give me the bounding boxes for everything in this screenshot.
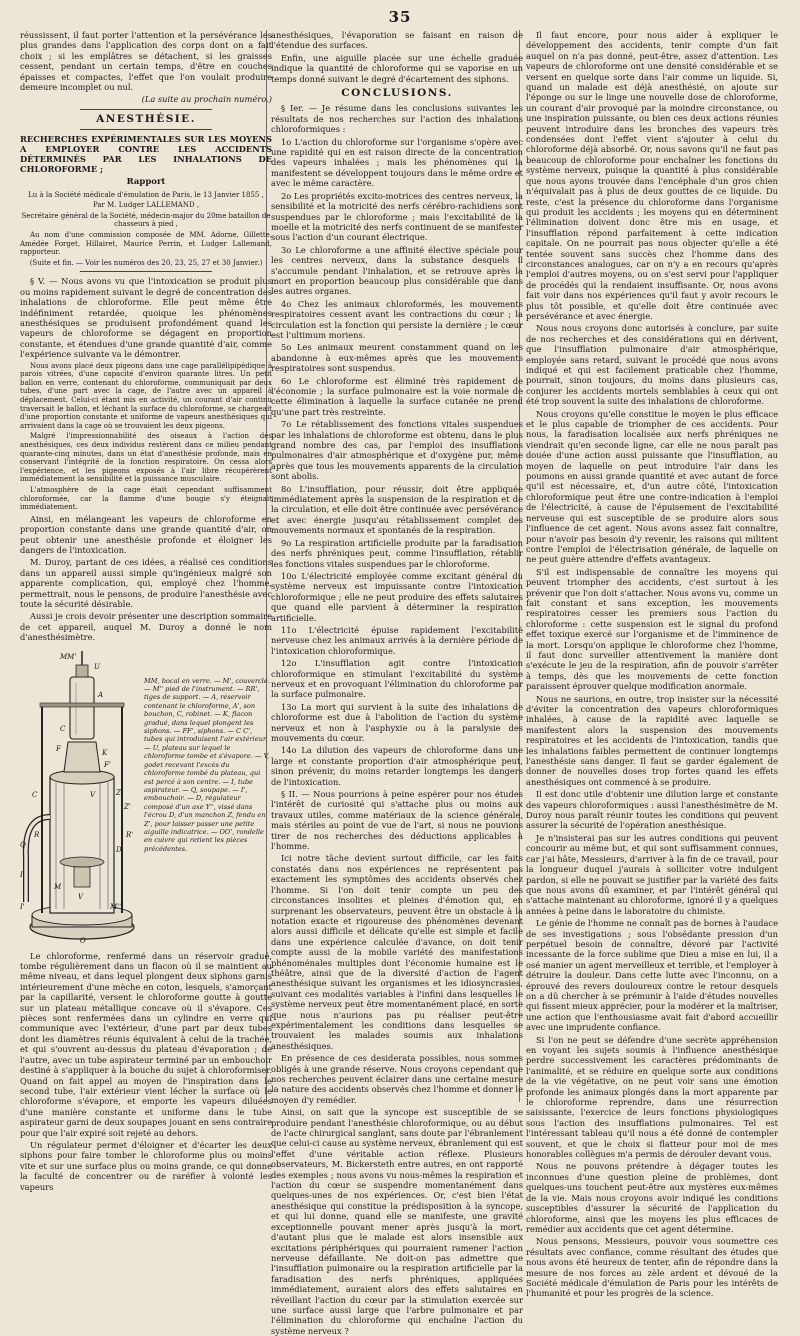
figure-letter: I (20, 870, 23, 879)
column-3 (526, 30, 778, 1299)
conclusion-item: 1o L'action du chloroforme sur l'organisme s'opère avec une rapidité qui en est raison directe de la concentration des vapeurs inhalées ; mais les phénomènes qui la manifestent se développent toujours dans le même ordre et avec le même caractère. (271, 136, 523, 189)
figure-letter: C (60, 724, 66, 733)
paragraph: Ainsi, en mélangeant les vapeurs de chloroforme en proportion constante dans une grande quantité d'air, on peut obtenir une anesthésie profonde et éloigner les dangers de l'intoxication. (20, 513, 272, 555)
conclusion-item: 10o L'électricité employée comme excitant général du système nerveux est impuissante contre l'intoxication chloroformique ; elle ne peut produire des effets salutaires que quand elle parvient à déterminer la respiration artificielle. (271, 570, 523, 623)
paragraph: Le génie de l'homme ne connaît pas de bornes à l'audace de ses investigations ; sous l'obsédante pression d'un perpétuel besoin de connaître, dévoré par l'activité incessante de la force sublime que Dieu a mise en lui, il a osé manier un agent merveilleux et terrible, et l'employer à détruire la douleur. Dans cette lutte avec l'inconnu, on a éprouvé des revers douloureux contre le retour desquels on a dû chercher à se prémunir à l'aide d'études nouvelles qui fissent mieux apprécier, pour la modérer et la maîtriser, une action que l'enthousiasme avait fait d'abord accueillir avec une imprudente confiance. (526, 918, 778, 1033)
paragraph: Le chloroforme, renfermé dans un réservoir gradué, tombe régulièrement dans un flacon où il se maintient au même niveau, et dans lequel plongent deux siphons garnis intérieurement d'une mèche en coton, lesquels, s'amorçant par la capillarité, versent le chloroforme goutte à goutte sur un plateau métallique concave où il s'évapore. Ces pièces sont renfermées dans un cylindre en verre qui communique avec l'extérieur, d'une part par deux tubes dont les diamètres réunis équivalent à celui de la trachée, et qui s'ouvrent au-dessus du plateau d'évaporation ; de l'autre, avec un tube aspirateur terminé par un embouchoir destiné à s'appliquer à la bouche du sujet à chloroformiser. Quand on fait appel au moyen de l'inspiration dans le second tube, l'air extérieur vient lécher la surface où le chloroforme s'évapore, et emporte les vapeurs diluées d'une manière constante et uniforme dans le tube aspirateur garni de deux soupapes jouant en sens contraire pour que l'air expiré soit rejeté au dehors. (20, 950, 272, 1138)
figure-caption: MM, bocal en verre. — M', couvercle. — M'' pied de l'instrument. — RR', tiges de support. — A, réservoir contenant le chloroforme, A', son bouchon, C, robinet. — K, flacon gradué, dans lequel plongent les siphons. — FF', siphons. — C C', tubes qui introduisent l'air extérieur. — U, plateau sur lequel le chloroforme tombe et s'évapore. — V, godet recevant l'excès du chloroforme tombé du plateau, qui est percé à son centre. — I, tube aspirateur. — Q, soupape. — I', embouchoir. — D, régulateur composé d'un axe Y'', vissé dans l'écrou D, d'un manchon Z, fendu en Z', pour laisser passer une petite aiguille indicatrice. — OO', rondelle en cuivre qui retient les pièces précédentes. (144, 676, 270, 853)
conclusion-item: 13o La mort qui survient à la suite des inhalations de chloroforme est due à l'abolition de l'action du système nerveux et non à l'asphyxie ou à la paralysie des mouvements du cœur. (271, 701, 523, 743)
figure-letter: F' (104, 760, 111, 769)
column-1 (20, 30, 272, 1192)
figure-letter: M (54, 882, 62, 891)
paragraph: Nous nous croyons donc autorisés à conclure, par suite de nos recherches et des considérations qui en dérivent, que l'insufflation pulmonaire d'air atmosphérique, employée sans retard, suivant le procédé que nous avons indiqué et qui est facilement praticable chez l'homme, pourrait, sinon toujours, du moins dans plusieurs cas, conjurer les accidents mortels semblables à ceux qui ont été trop souvent la suite des inhalations de chloroforme. (526, 323, 778, 407)
meta-line: Au nom d'une commission composée de MM. Adorne, Gillette, Amédée Forget, Hillairet, Maurice Perrin, et Ludger Lallemand, rapporteur. (20, 231, 272, 257)
paragraph: M. Duroy, partant de ces idées, a réalisé ces conditions dans un appareil aussi simple qu'ingénieux malgré son apparente complication, qui, employé chez l'homme, permettrait, nous le pensons, de produire l'anesthésie avec toute la sécurité désirable. (20, 557, 272, 609)
section-divider (80, 129, 212, 130)
article-title: RECHERCHES EXPÉRIMENTALES SUR LES MOYENS A EMPLOYER CONTRE LES ACCIDENTS DÉTERMINÉS PAR LES INHALATIONS DE CHLOROFORME ; (20, 134, 272, 175)
paragraph: § V. — Nous avons vu que l'intoxication se produit plus ou moins rapidement suivant le degré de concentration des inhalations de chloroforme. Elle peut même être indéfiniment retardée, quoique les phénomènes anesthésiques se produisent profondément quand les vapeurs de chloroforme se dégagent en proportion constante, et étendues d'une grande quantité d'air, comme l'expérience suivante va le démontrer. (20, 276, 272, 360)
conclusion-item: 9o La respiration artificielle produite par la faradisation des nerfs phréniques peut, comme l'insufflation, rétablir les fonctions vitales suspendues par le chloroforme. (271, 537, 523, 569)
conclusion-item: 4o Chez les animaux chloroformés, les mouvements respiratoires cessent avant les contractions du cœur ; la circulation est la fonction qui persiste la dernière ; le cœur est l'ultimum moriens. (271, 298, 523, 340)
figure-letter: D (116, 845, 122, 854)
figure-letter: Q (20, 840, 26, 849)
conclusion-item: Ici notre tâche devient surtout difficile, car les faits constatés dans nos expériences ne représentent pas exactement les symptômes des accidents observés chez l'homme. Si l'on doit tenir compte un peu des circonstances insolites et pleines d'émotion qui, en surprenant les observateurs, peuvent être un obstacle à la notation exacte et rigoureuse des phénomènes devenant alors aussi difficile et délicate qu'elle est simple et facile dans une expérience calculée d'avance, on doit tenir compte aussi de la mobile variété des manifestations phénoménales multiples dont l'économie humaine est le théâtre, ainsi que de la diversité d'action de l'agent anesthésique suivant les organismes et les idiosyncrasies, suivant ces modalités variables à l'infini dans lesquelles le système nerveux peut être momentanément placé, en sorte que nous n'aurions pas pu réaliser peut-être expérimentalement les conditions dans lesquelles se trouvaient les malades soumis aux inhalations anesthésiques. (271, 853, 523, 1051)
conclusion-item: 6o Le chloroforme est éliminé très rapidement de l'économie ; la surface pulmonaire est la voie normale de cette élimination à laquelle la surface cutanée ne prend qu'une part très restreinte. (271, 375, 523, 417)
conclusion-item: En présence de ces desiderata possibles, nous sommes obligés à une grande réserve. Nous croyons cependant que nos recherches peuvent éclairer dans une certaine mesure la nature des accidents observés chez l'homme et donner le moyen d'y remédier. (271, 1053, 523, 1105)
figure-letter: Z (116, 788, 121, 797)
paragraph: Si l'on ne peut se défendre d'une secrète appréhension en voyant les sujets soumis à l'influence anesthésique perdre successivement les caractères prédominants de l'animalité, et se réduire en quelque sorte aux conditions de la vie végétative, on ne peut voir sans une émotion profonde les animaux plongés dans la mort apparente par le chloroforme reprendre, dans une résurrection saisissante, l'exercice de leurs fonctions physiologiques sous l'action des insufflations pulmonaires. Tel est l'intéressant tableau qu'il nous a été donné de contempler souvent, et que le choix si flatteur pour moi de mes honorables collègues m'a permis de dérouler devant vous. (526, 1034, 778, 1160)
figure-letter: O (80, 936, 86, 945)
meta-author: Par M. Ludger LALLEMAND , (92, 201, 200, 210)
meta-line: (Suite et fin. — Voir les numéros des 20, 23, 25, 27 et 30 Janvier.) (29, 258, 263, 267)
paragraph: anesthésiques, l'évaporation se faisant en raison de l'étendue des surfaces. (271, 30, 523, 51)
figure-letter: V (78, 892, 84, 901)
conclusions-title: CONCLUSIONS. (341, 87, 453, 100)
paragraph: Il est donc utile d'obtenir une dilution large et constante des vapeurs chloroformiques : aussi l'anesthésimètre de M. Duroy nous paraît réunir toutes les conditions qui peuvent assurer la sécurité de l'opération anesthésique. (526, 789, 778, 831)
paragraph: Enfin, une aiguille placée sur une échelle graduée indique la quantité de chloroforme qui se vaporise en un temps donné suivant le degré d'écartement des siphons. (271, 52, 523, 84)
meta-line: Lu à la Société médicale d'émulation de Paris, le 13 Janvier 1855 , (28, 190, 264, 199)
section-divider (80, 109, 212, 110)
conclusion-item: § Ier. — Je résume dans les conclusions suivantes les résultats de nos recherches sur l'action des inhalations chloroformiques : (271, 103, 523, 135)
figure-letter: A (98, 690, 104, 699)
figure-letter: C (32, 790, 38, 799)
conclusion-item: 11o L'électricité épuise rapidement l'excitabilité nerveuse chez les animaux arrivés à la dernière période de l'intoxication chloroformique. (271, 624, 523, 656)
figure-letter: R (34, 830, 40, 839)
column-2 (271, 30, 523, 1336)
paragraph: Il faut encore, pour nous aider à expliquer le développement des accidents, tenir compte d'un fait auquel on n'a pas donné, peut-être, assez d'attention. Les vapeurs de chloroforme ont une densité considérable et se versent en quelque sorte dans l'air comme un liquide. Si, quand un malade est déjà anesthésié, on ajoute sur l'éponge ou sur le linge une nouvelle dose de chloroforme, un courant d'air provoqué par la moindre circonstance, ou une inspiration puissante, ou bien ces deux actions réunies peuvent introduire dans les bronches des vapeurs très condensées dont l'effet vient s'ajouter à celui du chloroforme déjà absorbé. Or, nous savons qu'il ne faut pas beaucoup de chloroforme pour enchaîner les fonctions du système nerveux, puisque la quantité à plus considérable que nous ayons trouvée dans l'encéphale d'un gros chien n'équivalait pas à plus de deux gouttes de ce liquide. Du reste, c'est la présence du chloroforme dans l'organisme qui produit les accidents ; les moyens qui en déterminent l'élimination doivent donc être mis en usage, et l'insufflation répond parfaitement à cette indication capitale. On ne pourrait pas nous objecter qu'elle a été tentée souvent sans succès chez l'homme dans des circonstances analogues, car on n'y a en recours qu'après l'emploi d'autres moyens, ou on s'est servi pour l'appliquer de procédés qui la rendaient insuffisante. Or, nous avons fait voir dans nos expériences qu'il faut y avoir recours le plus tôt possible, et qu'elle doit être continuée avec persévérance et avec énergie. (526, 30, 778, 321)
paragraph: Un régulateur permet d'éloigner et d'écarter les deux siphons pour faire tomber le chloroforme plus ou moins vite et sur une surface plus ou moins grande, ce qui donne la faculté de concentrer ou de raréfier à volonté les vapeurs (20, 1139, 272, 1192)
paragraph: Nous croyons qu'elle constitue le moyen le plus efficace et le plus capable de triompher de ces accidents. Pour nous, la faradisation localisée aux nerfs phréniques ne viendrait qu'en seconde ligne, car elle ne nous paraît pas douée d'une action aussi puissante que l'insufflation, au moyen de laquelle on peut introduire l'air dans les poumons en aussi grande quantité et avec autant de force qu'il est nécessaire, et, d'un autre côté, l'intoxication chloroformique peut être une contre-indication à l'emploi de l'électricité, à cause de l'épuisement de l'excitabilité nerveuse qui est susceptible de se produire alors sous l'influence de cet agent. Nous avons assez fait connaître, pour n'avoir pas besoin d'y revenir, les raisons qui militent contre l'emploi de l'électrisation générale, de laquelle on ne peut guère attendre d'effets avantageux. (526, 408, 778, 565)
figure-letter: V (90, 790, 96, 799)
figure-letter: M'' (110, 902, 122, 911)
meta-line: Secrétaire général de la Société, médecin-major du 20me bataillon de chasseurs à pied , (21, 211, 271, 229)
figure-letter: K (102, 748, 108, 757)
section-title: ANESTHÉSIE. (96, 112, 196, 125)
figure-letter: F (56, 744, 61, 753)
conclusion-item: 2o Les propriétés excito-motrices des centres nerveux, la sensibilité et la motricité des nerfs cérébro-rachidiens sont suspendues par le chloroforme ; mais l'excitabilité de la moelle et la motricité des nerfs continuent de se manifester sous l'action d'un courant électrique. (271, 190, 523, 243)
paragraph: Aussi je crois devoir présenter une description sommaire de cet appareil, auquel M. Duroy a donné le nom d'anesthésimètre. (20, 611, 272, 643)
figure-letter: U (94, 662, 100, 671)
rapport-label: Rapport (126, 177, 166, 188)
page-number: 35 (388, 8, 412, 26)
figure-letter: R' (126, 830, 134, 839)
section-divider (80, 271, 212, 272)
figure-letter: MM' (60, 652, 77, 661)
paragraph: S'il est indispensable de connaître les moyens qui peuvent triompher des accidents, c'est surtout à les prévenir que l'on doit s'attacher. Nous avons vu, comme un fait constant et sans exception, les mouvements respiratoires cesser les premiers sous l'action du chloroforme : cette suspension est le signal du profond effet toxique exercé sur l'organisme et de l'imminence de la mort. Lorsqu'on applique le chloroforme chez l'homme, il faut donc surveiller attentivement la manière dont s'exécute le jeu de la respiration, afin de pouvoir s'arrêter à temps, dès que les mouvements de cette fonction paraissent éprouver quelque modification anormale. (526, 566, 778, 692)
conclusion-item: 8o L'insufflation, pour réussir, doit être appliquée immédiatement après la suspension de la respiration et de la circulation, et elle doit être continuée avec persévérance et avec énergie jusqu'au rétablissement complet des mouvements normaux et spontanés de la respiration. (271, 483, 523, 536)
figure-letter: I' (20, 902, 25, 911)
anesthesimeter-illustration (20, 647, 140, 947)
small-paragraph: L'atmosphère de la cage était cependant suffisamment chloroformée, car la flamme d'une bougie s'y éteignait immédiatement. (20, 485, 272, 512)
conclusion-item: § II. — Nous pourrions à peine espérer pour nos études l'intérêt de curiosité qui s'attache plus ou moins aux travaux utiles, comme matériaux de la science générale, mais stériles au point de vue de l'art, si nous ne pouvions tirer de nos recherches des déductions applicables à l'homme. (271, 789, 523, 852)
small-paragraph: Malgré l'impressionnabilité des oiseaux à l'action des anesthésiques, ces deux individus restèrent dans ce milieu pendant quarante-cinq minutes, dans un état d'anesthésie profonde, mais en conservant l'intégrité de la fonction respiratoire. On cessa alors l'expérience, et les pigeons exposés à l'air libre récupérèrent immédiatement la sensibilité et la puissance musculaire. (20, 432, 272, 484)
figure-letter: Z' (124, 802, 131, 811)
paragraph: Nous ne pouvons prétendre à dégager toutes les inconnues d'une question pleine de problèmes, dont quelques-uns touchent peut-être aux mystères eux-mêmes de la vie. Mais nous croyons avoir indiqué les conditions susceptibles d'assurer la sécurité de l'application du chloroforme, ainsi que les moyens les plus efficaces de remédier aux accidents que cet agent détermine. (526, 1161, 778, 1234)
paragraph: Je n'insisterai pas sur les autres conditions qui peuvent concourir au même but, et qui sont suffisamment connues, car j'ai hâte, Messieurs, d'arriver à la fin de ce travail, pour la longueur duquel j'aurais à solliciter votre indulgent pardon, si elle ne pouvait se justifier par la variété des faits que nous avons dû examiner, et par l'intérêt général qui s'attache maintenant au chloroforme, ignoré il y a quelques années à peine dans le laboratoire du chimiste. (526, 832, 778, 916)
small-paragraph: Nous avons placé deux pigeons dans une cage parallélipipédique à parois vitrées, d'une capacité d'environ quarante litres. Un petit ballon en verre, contenant du chloroforme, communiquait par deux tubes, d'une part avec la cage, de l'autre avec un appareil à déplacement. Celui-ci étant mis en activité, un courant d'air continu traversait le ballon, et léchant la surface du chloroforme, se chargeait d'une proportion constante et uniforme de vapeurs anesthésiques qui arrivaient dans la cage où se trouvaient les deux pigeons. (20, 361, 272, 430)
conclusion-item: 7o Le rétablissement des fonctions vitales suspendues par les inhalations de chloroforme est obtenu, dans le plus grand nombre des cas, par l'emploi des insufflations pulmonaires d'air atmosphérique et d'oxygène pur, même après que tous les mouvements apparents de la circulation sont abolis. (271, 419, 523, 482)
conclusion-item: 5o Les animaux meurent constamment quand on les abandonne à eux-mêmes après que les mouvements respiratoires sont suspendus. (271, 342, 523, 374)
to-be-continued-note: (La suite au prochain numéro.) (141, 94, 272, 105)
conclusion-item: 14o La dilution des vapeurs de chloroforme dans une large et constante proportion d'air atmosphérique peut, sinon prévenir, du moins retarder longtemps les dangers de l'intoxication. (271, 745, 523, 787)
conclusion-item: Ainsi, on sait que la syncope est susceptible de se produire pendant l'anesthésie chloroformique, ou au début de l'acte chirurgical sanglant, sans doute par l'ébranlement que celui-ci cause au système nerveux, ébranlement qui est l'effet d'une véritable action réflexe. Plusieurs observateurs, M. Bickersteth entre autres, en ont rapporté des exemples ; nous avons vu nous-mêmes la respiration et l'action du cœur se suspendre momentanément dans quelques-unes de nos expériences. Or, c'est bien l'état anesthésique qui constitue la prédisposition à la syncope, et qui lui donne, quand elle se manifeste, une gravité exceptionnelle pouvant mener après jusqu'à la mort, d'autant plus que le malade est alors insensible aux excitations périphériques qui pourraient ramener l'action nerveuse défaillante. Ne doit-on pas admettre que l'insufflation pulmonaire ou la respiration artificielle par la faradisation des nerfs phréniques, appliquées immédiatement, auraient alors des effets salutaires en réveillant l'action du cœur par la stimulation exercée sur une surface aussi large que l'arbre pulmonaire et par l'élimination du chloroforme qui enchaîne l'action du système nerveux ? (271, 1107, 523, 1336)
paragraph: Nous pensons, Messieurs, pouvoir vous soumettre ces résultats avec confiance, comme résultant des études que nous avons été heureux de tenter, afin de répondre dans la mesure de nos forces au zèle ardent et dévoué de la Société médicale d'émulation de Paris pour les intérêts de l'humanité et pour les progrès de la science. (526, 1236, 778, 1299)
anesthesimeter-figure (20, 647, 272, 947)
continued-paragraph: réussissent, il faut porter l'attention et la persévérance les plus grandes dans l'application des corps dont on a fait choix ; si les emplâtres se détachent, si les graisses cessent, pendant un certain temps, d'être en couches épaisses et compactes, l'effet que l'on voulait produire demeure incomplet ou nul. (20, 30, 272, 93)
conclusion-item: 12o L'insufflation agit contre l'intoxication chloroformique en stimulant l'excitabilité du système nerveux et en provoquant l'élimination du chloroforme par la surface pulmonaire. (271, 658, 523, 700)
conclusion-item: 3o Le chloroforme a une affinité élective spéciale pour les centres nerveux, dans la substance desquels il s'accumule pendant l'inhalation, et se retrouve après la mort en proportion beaucoup plus considérable que dans les autres organes. (271, 244, 523, 297)
paragraph: Nous ne saurions, en outre, trop insister sur la nécessité d'éviter la concentration des vapeurs chloroformiques inhalées, à cause de la rapidité avec laquelle se manifestent alors la suspension des mouvements respiratoires et les accidents de l'intoxication, tandis que les inhalations faibles permettent de continuer longtemps l'anesthésie sans danger. Il faut se garder également de donner de nouvelles doses trop fortes quand les effets anesthésiques ont commencé à se produire. (526, 693, 778, 787)
